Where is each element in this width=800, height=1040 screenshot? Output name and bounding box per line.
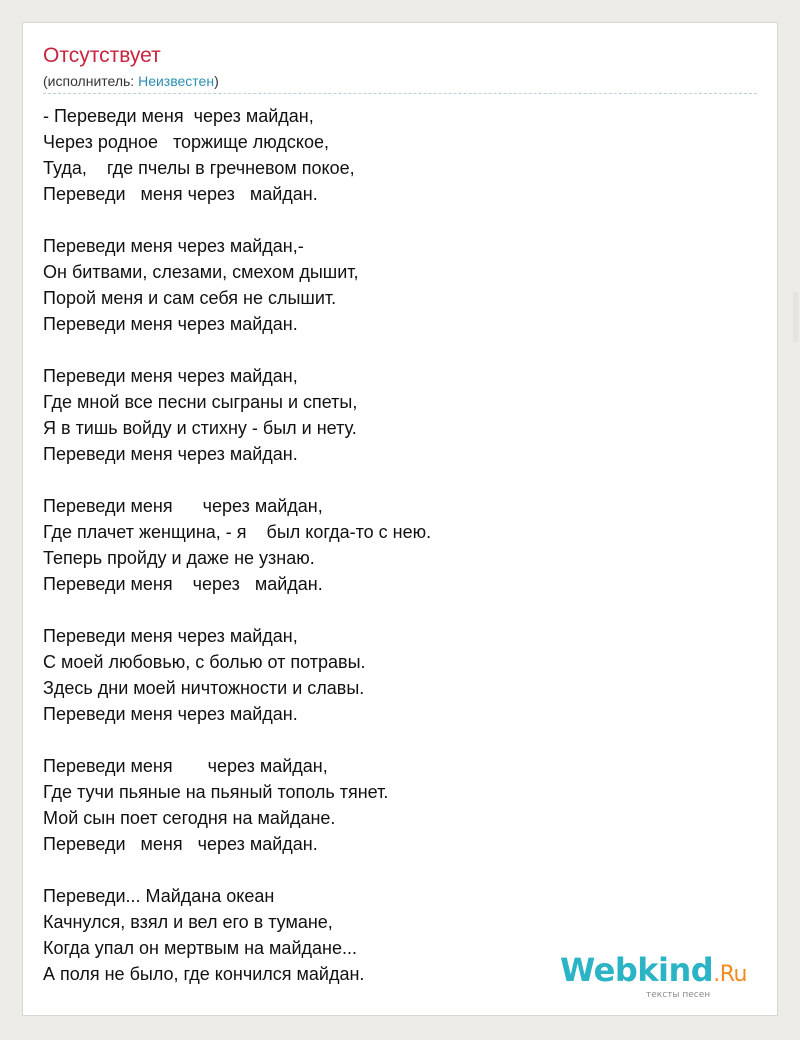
- lyric-line: Здесь дни моей ничтожности и славы.: [43, 678, 365, 698]
- lyric-line: Когда упал он мертвым на майдане...: [43, 938, 357, 958]
- stanza-gap: [43, 207, 757, 233]
- webkind-logo: [560, 951, 747, 989]
- lyric-line: Переведи... Майдана океан: [43, 886, 275, 906]
- webkind-watermark: [560, 951, 760, 999]
- lyric-line: Где плачет женщина, - я был когда-то с нею.: [43, 522, 432, 542]
- webkind-tagline: тексты песен: [646, 990, 711, 1000]
- lyric-line: Порой меня и сам себя не слышит.: [43, 288, 337, 308]
- artist-line: [43, 73, 219, 89]
- lyric-line: Переведи меня через майдан.: [43, 574, 323, 594]
- lyric-line: Где мной все песни сыграны и спеты,: [43, 392, 358, 412]
- artist-link[interactable]: Неизвестен: [138, 73, 215, 89]
- lyric-line: Переведи меня через майдан,: [43, 366, 298, 386]
- lyric-line: Я в тишь войду и стихну - был и нету.: [43, 418, 357, 438]
- lyric-line: Переведи меня через майдан.: [43, 834, 318, 854]
- lyric-line: Мой сын поет сегодня на майдане.: [43, 808, 336, 828]
- lyric-line: Переведи меня через майдан,-: [43, 236, 304, 256]
- lyrics-body: [43, 103, 757, 987]
- lyric-line: А поля не было, где кончился майдан.: [43, 964, 365, 984]
- lyric-line: С моей любовью, с болью от потравы.: [43, 652, 366, 672]
- stanza-gap: [43, 857, 757, 883]
- header-divider: [43, 93, 757, 94]
- artist-suffix: ): [214, 73, 219, 89]
- lyric-line: Где тучи пьяные на пьяный тополь тянет.: [43, 782, 389, 802]
- lyric-line: Теперь пройду и даже не узнаю.: [43, 548, 315, 568]
- webkind-tld: .Ru: [713, 962, 747, 987]
- lyric-line: Через родное торжище людское,: [43, 132, 329, 152]
- lyrics-card: [22, 22, 778, 1016]
- artist-prefix: (исполнитель:: [43, 73, 139, 89]
- stanza-gap: [43, 337, 757, 363]
- lyric-line: Переведи меня через майдан,: [43, 496, 323, 516]
- lyric-line: Туда, где пчелы в гречневом покое,: [43, 158, 355, 178]
- scrollbar-thumb[interactable]: [793, 292, 798, 342]
- stanza-gap: [43, 597, 757, 623]
- stanza-gap: [43, 727, 757, 753]
- lyric-line: Переведи меня через майдан.: [43, 444, 298, 464]
- lyric-line: Переведи меня через майдан.: [43, 314, 298, 334]
- lyric-line: Качнулся, взял и вел его в тумане,: [43, 912, 333, 932]
- lyric-line: Переведи меня через майдан,: [43, 626, 298, 646]
- stanza-gap: [43, 467, 757, 493]
- lyric-line: Переведи меня через майдан.: [43, 184, 318, 204]
- lyric-line: Переведи меня через майдан.: [43, 704, 298, 724]
- lyric-line: - Переведи меня через майдан,: [43, 106, 314, 126]
- webkind-brand: Webkind: [560, 951, 714, 989]
- song-title: Отсутствует: [43, 44, 161, 67]
- lyric-line: Он битвами, слезами, смехом дышит,: [43, 262, 359, 282]
- lyric-line: Переведи меня через майдан,: [43, 756, 328, 776]
